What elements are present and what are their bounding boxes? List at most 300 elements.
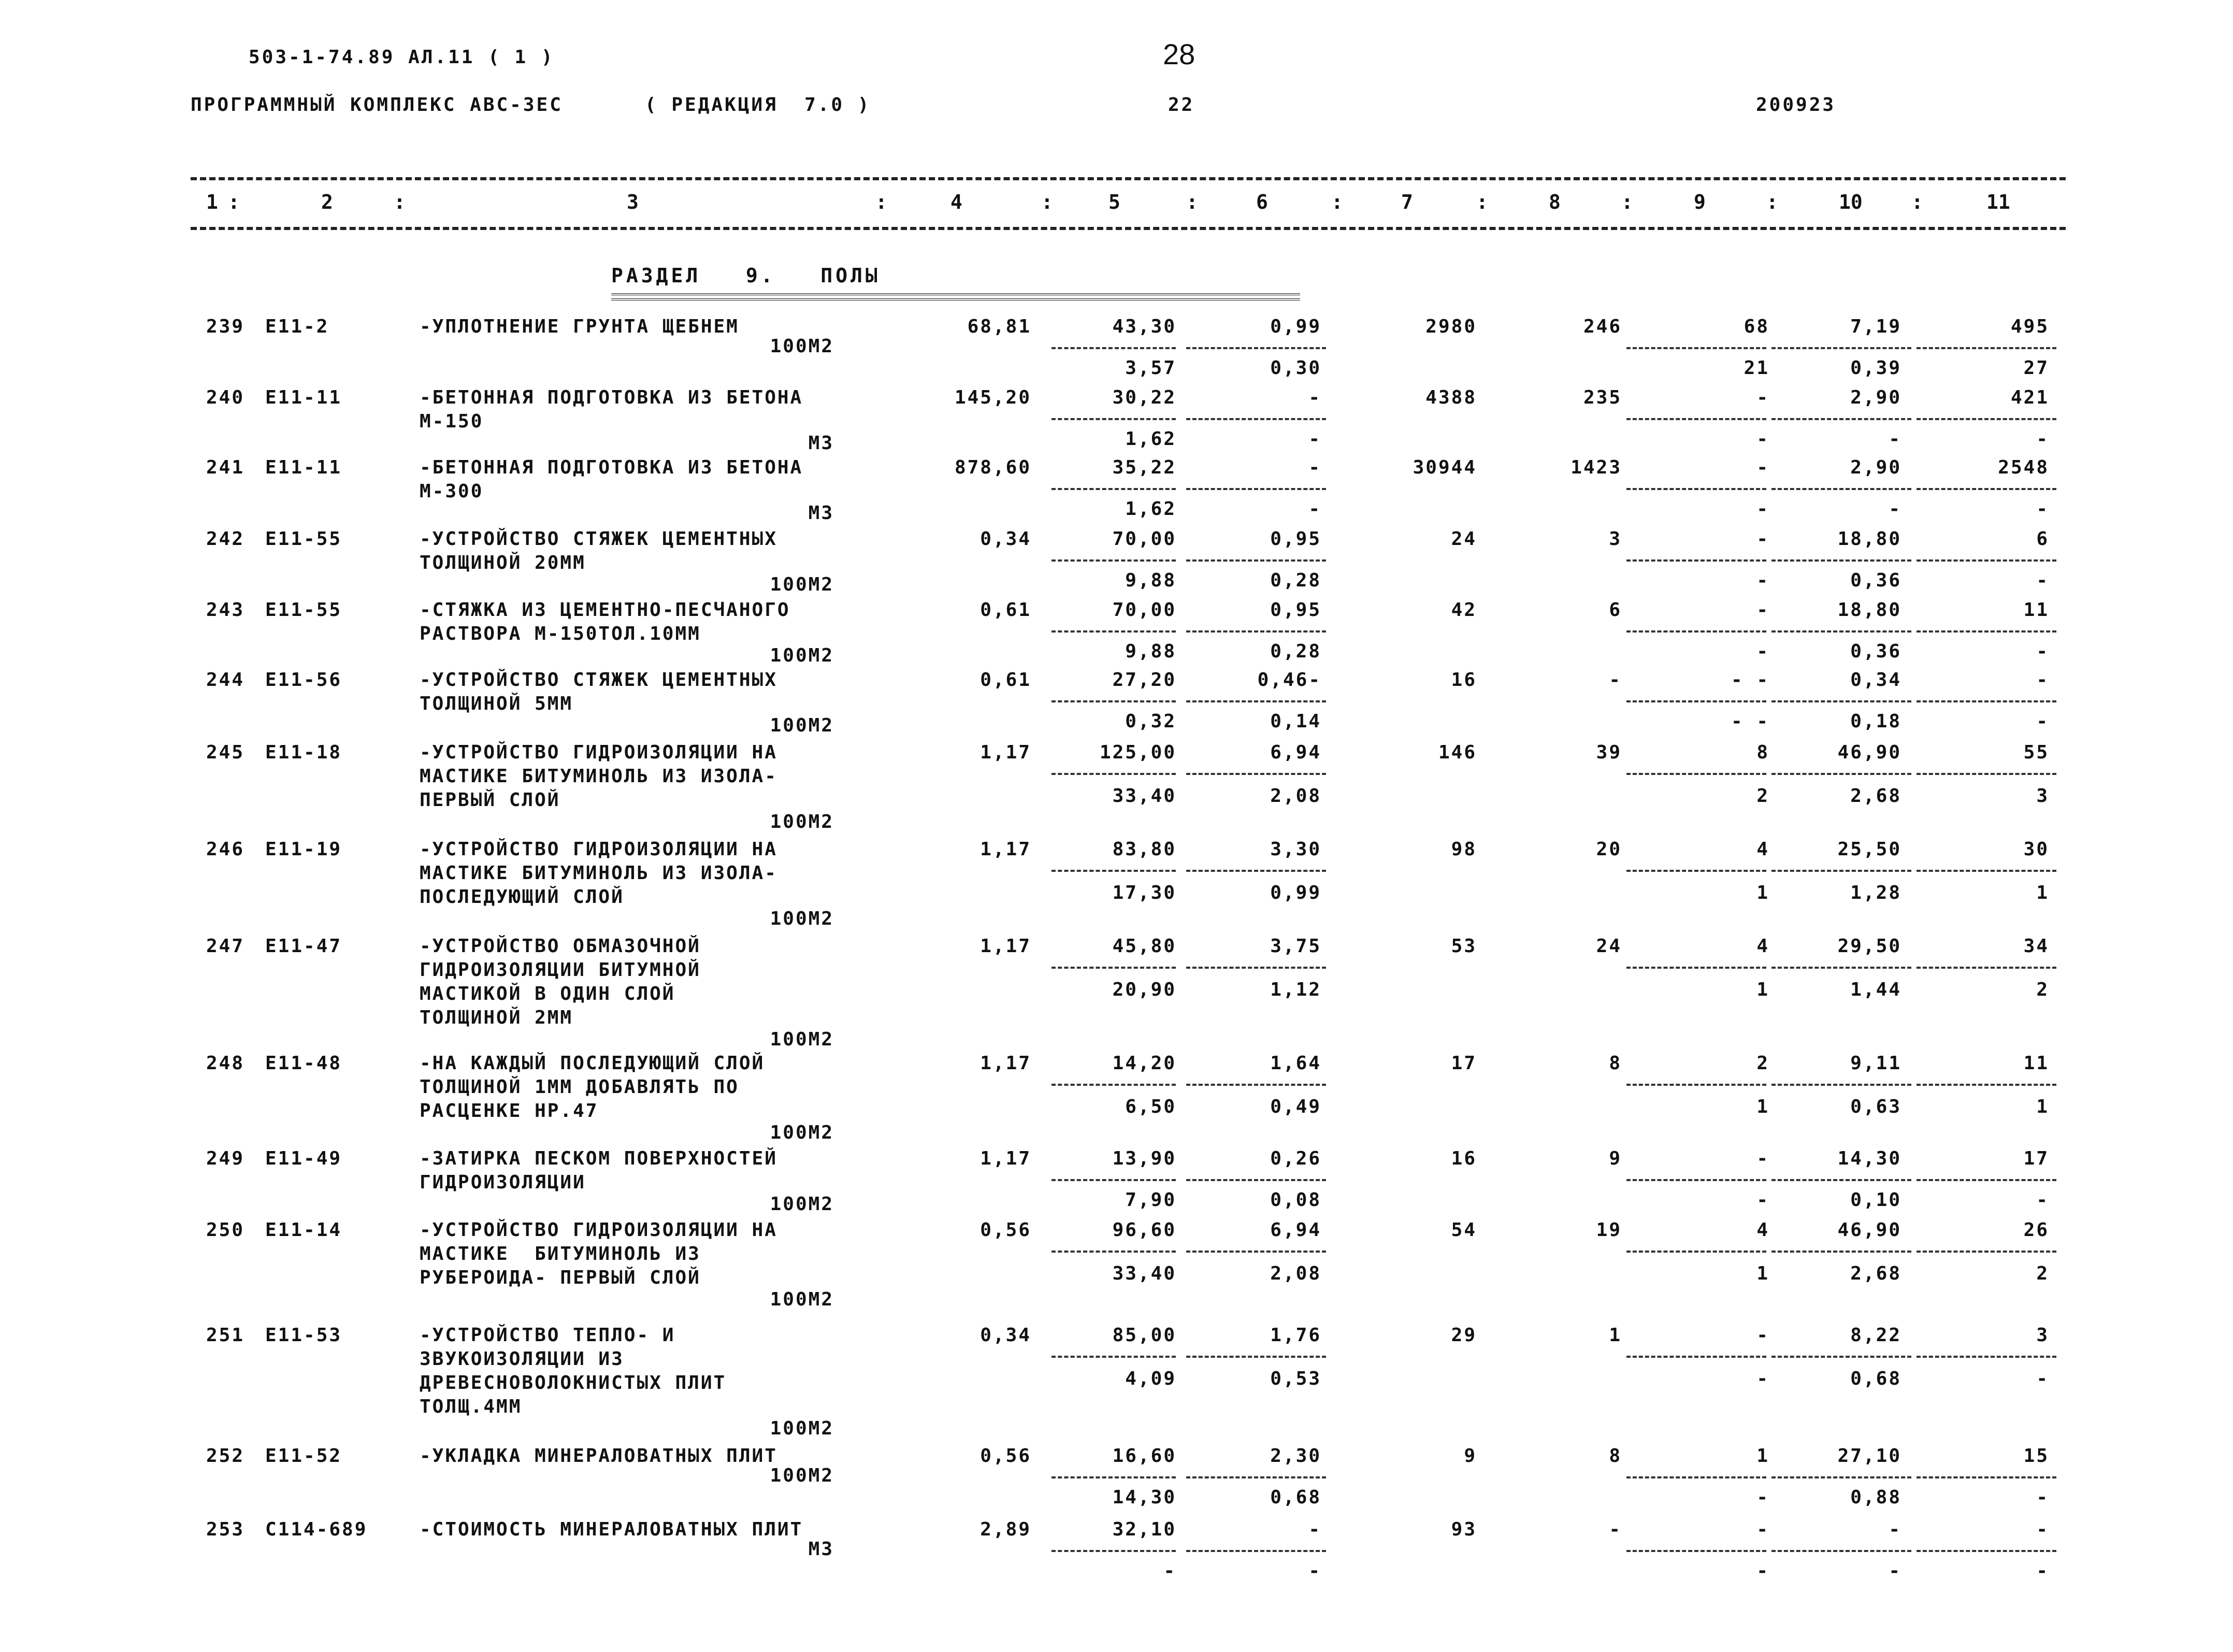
work-description: -НА КАЖДЫЙ ПОСЛЕДУЮЩИЙ СЛОЙ: [420, 1053, 765, 1074]
unit-cost-machines: 0,99: [1270, 316, 1321, 337]
quantity: 1,17: [980, 936, 1031, 957]
total-cost: 24: [1451, 528, 1477, 550]
work-description: -УСТРОЙСТВО СТЯЖЕК ЦЕМЕНТНЫХ: [420, 528, 777, 550]
unit-cost-machines: 2,30: [1270, 1445, 1321, 1467]
unit-cost-machines: 3,30: [1270, 839, 1321, 860]
cell-divider: [1771, 773, 1911, 775]
column-separator: :: [1911, 191, 1923, 213]
unit-machine-wages: 1,12: [1270, 979, 1321, 1000]
column-header: 5: [1108, 191, 1120, 213]
cell-divider: [1051, 1179, 1176, 1181]
labor-per-unit: 25,50: [1837, 839, 1901, 860]
cell-divider: [1051, 1084, 1176, 1086]
row-number: 244: [206, 669, 245, 691]
total-wages: -: [1609, 669, 1622, 691]
unit-cost-machines: -: [1308, 387, 1321, 408]
total-machine-wages: 1: [1756, 979, 1769, 1000]
cell-divider: [1626, 418, 1766, 420]
machine-labor-total: 1: [2036, 882, 2049, 903]
unit-cost-total: 83,80: [1112, 839, 1176, 860]
work-description: -УСТРОЙСТВО ТЕПЛО- И: [420, 1325, 675, 1346]
cell-divider: [1051, 630, 1176, 633]
cell-divider: [1186, 630, 1326, 633]
work-description: -БЕТОННАЯ ПОДГОТОВКА ИЗ БЕТОНА: [420, 387, 803, 408]
unit-machine-wages: 0,14: [1270, 711, 1321, 732]
labor-per-unit: 8,22: [1850, 1325, 1901, 1346]
total-wages: 24: [1596, 936, 1622, 957]
machine-labor-per-unit: -: [1889, 428, 1901, 450]
work-description: -ЗАТИРКА ПЕСКОМ ПОВЕРХНОСТЕЙ: [420, 1148, 777, 1169]
total-cost: 146: [1438, 742, 1477, 763]
unit-cost-total: 45,80: [1112, 936, 1176, 957]
row-number: 248: [206, 1053, 245, 1074]
cell-divider: [1917, 870, 2056, 872]
cell-divider: [1186, 773, 1326, 775]
rate-code: Е11-47: [265, 936, 342, 957]
machine-labor-per-unit: 0,88: [1850, 1487, 1901, 1508]
column-separator: :: [1621, 191, 1633, 213]
work-description: -УСТРОЙСТВО ГИДРОИЗОЛЯЦИИ НА: [420, 839, 777, 860]
row-number: 242: [206, 528, 245, 550]
measure-unit: 100М2: [770, 1122, 834, 1143]
labor-per-unit: 14,30: [1837, 1148, 1901, 1169]
cell-divider: [1186, 1476, 1326, 1478]
cell-divider: [1186, 1356, 1326, 1358]
machine-labor-total: -: [2036, 1368, 2049, 1389]
total-machines: 4: [1756, 839, 1769, 860]
column-header: 8: [1549, 191, 1561, 213]
cell-divider: [1051, 773, 1176, 775]
measure-unit: 100М2: [770, 1418, 834, 1439]
cell-divider: [1917, 347, 2056, 349]
cell-divider: [1186, 559, 1326, 562]
total-wages: 8: [1609, 1053, 1622, 1074]
total-cost: 16: [1451, 669, 1477, 691]
work-description: ТОЛЩИНОЙ 5ММ: [420, 693, 573, 714]
total-machine-wages: -: [1756, 1368, 1769, 1389]
total-machine-wages: -: [1756, 1487, 1769, 1508]
work-description: РУБЕРОИДА- ПЕРВЫЙ СЛОЙ: [420, 1267, 701, 1288]
total-cost: 4388: [1425, 387, 1477, 408]
machine-labor-total: -: [2036, 570, 2049, 591]
cell-divider: [1051, 967, 1176, 969]
column-header: 2: [321, 191, 333, 213]
section-title: РАЗДЕЛ 9. ПОЛЫ: [611, 264, 881, 287]
rate-code: Е11-49: [265, 1148, 342, 1169]
total-wages: 39: [1596, 742, 1622, 763]
cell-divider: [1051, 347, 1176, 349]
cell-divider: [1771, 1550, 1911, 1552]
labor-per-unit: 2,90: [1850, 387, 1901, 408]
labor-per-unit: 18,80: [1837, 599, 1901, 621]
machine-labor-per-unit: 0,18: [1850, 711, 1901, 732]
unit-machine-wages: 0,08: [1270, 1189, 1321, 1211]
quantity: 1,17: [980, 1148, 1031, 1169]
column-header: 9: [1694, 191, 1706, 213]
total-machines: -: [1756, 528, 1769, 550]
labor-per-unit: 2,90: [1850, 457, 1901, 478]
work-description: -УПЛОТНЕНИЕ ГРУНТА ЩЕБНЕМ: [420, 316, 739, 337]
measure-unit: М3: [808, 502, 834, 524]
rate-code: Е11-56: [265, 669, 342, 691]
total-machines: -: [1756, 1148, 1769, 1169]
total-machine-wages: -: [1756, 1189, 1769, 1211]
total-wages: 1: [1609, 1325, 1622, 1346]
unit-cost-machines: 0,95: [1270, 599, 1321, 621]
unit-machine-wages: 0,68: [1270, 1487, 1321, 1508]
labor-total: -: [2036, 1519, 2049, 1540]
unit-cost-total: 30,22: [1112, 387, 1176, 408]
total-wages: 3: [1609, 528, 1622, 550]
total-wages: 9: [1609, 1148, 1622, 1169]
work-description: -СТОИМОСТЬ МИНЕРАЛОВАТНЫХ ПЛИТ: [420, 1519, 803, 1540]
total-wages: -: [1609, 1519, 1622, 1540]
cell-divider: [1186, 870, 1326, 872]
work-description: -БЕТОННАЯ ПОДГОТОВКА ИЗ БЕТОНА: [420, 457, 803, 478]
total-machines: 2: [1756, 1053, 1769, 1074]
quantity: 0,61: [980, 669, 1031, 691]
machine-labor-per-unit: 0,63: [1850, 1096, 1901, 1117]
labor-total: 11: [2023, 1053, 2049, 1074]
machine-labor-per-unit: 1,44: [1850, 979, 1901, 1000]
work-description: -УСТРОЙСТВО ОБМАЗОЧНОЙ: [420, 936, 701, 957]
rate-code: С114-689: [265, 1519, 368, 1540]
work-description: ГИДРОИЗОЛЯЦИИ БИТУМНОЙ: [420, 959, 701, 981]
labor-total: 11: [2023, 599, 2049, 621]
total-machines: 4: [1756, 936, 1769, 957]
unit-cost-machines: 0,95: [1270, 528, 1321, 550]
unit-wages: 33,40: [1112, 1263, 1176, 1284]
row-number: 251: [206, 1325, 245, 1346]
work-description: ПОСЛЕДУЮЩИЙ СЛОЙ: [420, 886, 624, 908]
total-machine-wages: -: [1756, 428, 1769, 450]
labor-total: -: [2036, 669, 2049, 691]
cell-divider: [1051, 1550, 1176, 1552]
cell-divider: [1917, 1251, 2056, 1253]
cell-divider: [1771, 347, 1911, 349]
unit-wages: 4,09: [1125, 1368, 1176, 1389]
machine-labor-per-unit: 2,68: [1850, 785, 1901, 807]
total-machines: -: [1756, 457, 1769, 478]
total-machine-wages: 1: [1756, 882, 1769, 903]
work-description: ДРЕВЕСНОВОЛОКНИСТЫХ ПЛИТ: [420, 1372, 727, 1394]
measure-unit: 100М2: [770, 811, 834, 832]
total-cost: 2980: [1425, 316, 1477, 337]
total-machine-wages: -: [1756, 570, 1769, 591]
total-wages: 246: [1583, 316, 1622, 337]
unit-wages: 33,40: [1112, 785, 1176, 807]
cell-divider: [1626, 1179, 1766, 1181]
unit-cost-machines: 3,75: [1270, 936, 1321, 957]
cell-divider: [1917, 1476, 2056, 1478]
work-description: МАСТИКОЙ В ОДИН СЛОЙ: [420, 983, 675, 1004]
machine-labor-per-unit: 0,36: [1850, 570, 1901, 591]
machine-labor-total: 1: [2036, 1096, 2049, 1117]
total-wages: 1423: [1571, 457, 1622, 478]
unit-machine-wages: 0,28: [1270, 641, 1321, 662]
quantity: 0,61: [980, 599, 1031, 621]
unit-cost-machines: -: [1308, 457, 1321, 478]
total-machines: -: [1756, 1325, 1769, 1346]
total-machines: - -: [1731, 669, 1769, 691]
cell-divider: [1626, 347, 1766, 349]
unit-wages: 9,88: [1125, 570, 1176, 591]
unit-machine-wages: 0,49: [1270, 1096, 1321, 1117]
row-number: 250: [206, 1219, 245, 1241]
unit-cost-total: 35,22: [1112, 457, 1176, 478]
measure-unit: 100М2: [770, 715, 834, 736]
work-description: МАСТИКЕ БИТУМИНОЛЬ ИЗ ИЗОЛА-: [420, 766, 777, 787]
cell-divider: [1917, 1356, 2056, 1358]
machine-labor-per-unit: -: [1889, 1560, 1901, 1582]
unit-wages: 3,57: [1125, 357, 1176, 379]
total-wages: 19: [1596, 1219, 1622, 1241]
cell-divider: [1771, 1476, 1911, 1478]
unit-cost-machines: 1,64: [1270, 1053, 1321, 1074]
total-machines: 8: [1756, 742, 1769, 763]
rate-code: Е11-11: [265, 387, 342, 408]
unit-cost-total: 70,00: [1112, 599, 1176, 621]
row-number: 247: [206, 936, 245, 957]
cell-divider: [1626, 1550, 1766, 1552]
cell-divider: [1771, 418, 1911, 420]
work-description: РАСЦЕНКЕ НР.47: [420, 1100, 599, 1122]
unit-cost-machines: 0,46-: [1257, 669, 1321, 691]
unit-cost-machines: -: [1308, 1519, 1321, 1540]
total-machines: -: [1756, 387, 1769, 408]
quantity: 0,34: [980, 528, 1031, 550]
machine-labor-total: 27: [2023, 357, 2049, 379]
measure-unit: 100М2: [770, 645, 834, 666]
rate-code: Е11-11: [265, 457, 342, 478]
unit-cost-total: 85,00: [1112, 1325, 1176, 1346]
cell-divider: [1051, 418, 1176, 420]
cell-divider: [1051, 1476, 1176, 1478]
cell-divider: [1186, 418, 1326, 420]
total-cost: 30944: [1413, 457, 1477, 478]
labor-per-unit: 7,19: [1850, 316, 1901, 337]
work-description: -УСТРОЙСТВО ГИДРОИЗОЛЯЦИИ НА: [420, 742, 777, 763]
row-number: 253: [206, 1519, 245, 1540]
cell-divider: [1186, 347, 1326, 349]
cell-divider: [1626, 1476, 1766, 1478]
rate-code: Е11-52: [265, 1445, 342, 1467]
unit-cost-total: 32,10: [1112, 1519, 1176, 1540]
work-description: ГИДРОИЗОЛЯЦИИ: [420, 1172, 586, 1193]
row-number: 245: [206, 742, 245, 763]
measure-unit: М3: [808, 433, 834, 454]
unit-wages: 20,90: [1112, 979, 1176, 1000]
machine-labor-total: 2: [2036, 1263, 2049, 1284]
cell-divider: [1186, 1084, 1326, 1086]
labor-total: 34: [2023, 936, 2049, 957]
cell-divider: [1186, 488, 1326, 490]
quantity: 0,56: [980, 1445, 1031, 1467]
labor-per-unit: 18,80: [1837, 528, 1901, 550]
quantity: 0,34: [980, 1325, 1031, 1346]
work-description: ПЕРВЫЙ СЛОЙ: [420, 789, 560, 811]
labor-per-unit: 46,90: [1837, 742, 1901, 763]
row-number: 239: [206, 316, 245, 337]
total-machines: 4: [1756, 1219, 1769, 1241]
row-number: 243: [206, 599, 245, 621]
unit-wages: 17,30: [1112, 882, 1176, 903]
total-machines: 1: [1756, 1445, 1769, 1467]
total-cost: 29: [1451, 1325, 1477, 1346]
total-cost: 53: [1451, 936, 1477, 957]
cell-divider: [1186, 1251, 1326, 1253]
unit-wages: 1,62: [1125, 428, 1176, 450]
total-cost: 16: [1451, 1148, 1477, 1169]
work-description: ТОЛЩ.4ММ: [420, 1396, 522, 1417]
total-machine-wages: - -: [1731, 711, 1769, 732]
total-wages: 6: [1609, 599, 1622, 621]
work-description: -УСТРОЙСТВО СТЯЖЕК ЦЕМЕНТНЫХ: [420, 669, 777, 691]
cell-divider: [1917, 1550, 2056, 1552]
unit-cost-total: 27,20: [1112, 669, 1176, 691]
total-machines: -: [1756, 599, 1769, 621]
unit-machine-wages: -: [1308, 498, 1321, 520]
quantity: 1,17: [980, 742, 1031, 763]
measure-unit: 100М2: [770, 574, 834, 595]
unit-machine-wages: -: [1308, 1560, 1321, 1582]
total-machines: -: [1756, 1519, 1769, 1540]
quantity: 145,20: [954, 387, 1031, 408]
machine-labor-total: 3: [2036, 785, 2049, 807]
work-description: МАСТИКЕ БИТУМИНОЛЬ ИЗ: [420, 1243, 701, 1265]
labor-total: 26: [2023, 1219, 2049, 1241]
unit-machine-wages: 2,08: [1270, 785, 1321, 807]
column-header: 1: [206, 191, 218, 213]
column-header: 10: [1839, 191, 1863, 213]
unit-cost-total: 125,00: [1099, 742, 1176, 763]
labor-per-unit: 9,11: [1850, 1053, 1901, 1074]
total-wages: 235: [1583, 387, 1622, 408]
cell-divider: [1051, 488, 1176, 490]
machine-labor-per-unit: 0,68: [1850, 1368, 1901, 1389]
unit-cost-machines: 1,76: [1270, 1325, 1321, 1346]
column-separator: :: [1766, 191, 1778, 213]
cell-divider: [1771, 1084, 1911, 1086]
page-number: 28: [1163, 38, 1195, 70]
measure-unit: 100М2: [770, 1465, 834, 1486]
labor-per-unit: 29,50: [1837, 936, 1901, 957]
work-description: ТОЛЩИНОЙ 20ММ: [420, 552, 586, 573]
work-description: МАСТИКЕ БИТУМИНОЛЬ ИЗ ИЗОЛА-: [420, 863, 777, 884]
machine-labor-total: 2: [2036, 979, 2049, 1000]
column-separator: :: [1041, 191, 1053, 213]
measure-unit: 100М2: [770, 908, 834, 929]
cell-divider: [1771, 700, 1911, 702]
row-number: 241: [206, 457, 245, 478]
cell-divider: [1771, 1356, 1911, 1358]
labor-per-unit: 0,34: [1850, 669, 1901, 691]
cell-divider: [1626, 1251, 1766, 1253]
cell-divider: [1771, 1251, 1911, 1253]
total-machine-wages: 1: [1756, 1096, 1769, 1117]
unit-wages: 9,88: [1125, 641, 1176, 662]
cell-divider: [1771, 559, 1911, 562]
unit-wages: 0,32: [1125, 711, 1176, 732]
cell-divider: [1917, 967, 2056, 969]
cell-divider: [1626, 967, 1766, 969]
cell-divider: [1917, 418, 2056, 420]
cell-divider: [1917, 773, 2056, 775]
cell-divider: [1917, 488, 2056, 490]
cell-divider: [1186, 700, 1326, 702]
machine-labor-per-unit: 2,68: [1850, 1263, 1901, 1284]
cell-divider: [1771, 1179, 1911, 1181]
column-header: 7: [1401, 191, 1413, 213]
cell-divider: [1626, 559, 1766, 562]
cell-divider: [1917, 1179, 2056, 1181]
total-machine-wages: 1: [1756, 1263, 1769, 1284]
work-description: -УКЛАДКА МИНЕРАЛОВАТНЫХ ПЛИТ: [420, 1445, 777, 1467]
total-machine-wages: -: [1756, 498, 1769, 520]
work-description: -УСТРОЙСТВО ГИДРОИЗОЛЯЦИИ НА: [420, 1219, 777, 1241]
row-number: 249: [206, 1148, 245, 1169]
cell-divider: [1626, 870, 1766, 872]
total-machine-wages: 2: [1756, 785, 1769, 807]
unit-cost-machines: 6,94: [1270, 742, 1321, 763]
machine-labor-total: -: [2036, 1487, 2049, 1508]
cell-divider: [1186, 1550, 1326, 1552]
measure-unit: 100М2: [770, 1289, 834, 1310]
quantity: 878,60: [954, 457, 1031, 478]
rate-code: Е11-19: [265, 839, 342, 860]
program-name: ПРОГРАММНЫЙ КОМПЛЕКС АВС-3ЕС: [191, 94, 563, 116]
measure-unit: 100М2: [770, 1194, 834, 1215]
work-description: ЗВУКОИЗОЛЯЦИИ ИЗ: [420, 1348, 624, 1370]
work-description: РАСТВОРА М-150ТОЛ.10ММ: [420, 623, 701, 644]
work-description: ТОЛЩИНОЙ 2ММ: [420, 1007, 573, 1028]
cell-divider: [1917, 1084, 2056, 1086]
cell-divider: [1626, 1084, 1766, 1086]
unit-machine-wages: 0,99: [1270, 882, 1321, 903]
rate-code: Е11-2: [265, 316, 329, 337]
unit-machine-wages: 0,53: [1270, 1368, 1321, 1389]
rate-code: Е11-14: [265, 1219, 342, 1241]
work-description: М-150: [420, 411, 484, 432]
labor-per-unit: 46,90: [1837, 1219, 1901, 1241]
column-header: 4: [950, 191, 962, 213]
unit-machine-wages: 0,28: [1270, 570, 1321, 591]
rate-code: Е11-55: [265, 599, 342, 621]
labor-per-unit: -: [1889, 1519, 1901, 1540]
total-wages: 20: [1596, 839, 1622, 860]
total-cost: 54: [1451, 1219, 1477, 1241]
machine-labor-per-unit: 0,36: [1850, 641, 1901, 662]
cell-divider: [1771, 870, 1911, 872]
cell-divider: [1771, 630, 1911, 633]
machine-labor-per-unit: -: [1889, 498, 1901, 520]
cell-divider: [1626, 488, 1766, 490]
unit-cost-total: 14,20: [1112, 1053, 1176, 1074]
labor-total: 421: [2010, 387, 2049, 408]
machine-labor-per-unit: 0,39: [1850, 357, 1901, 379]
row-number: 252: [206, 1445, 245, 1467]
machine-labor-per-unit: 1,28: [1850, 882, 1901, 903]
column-separator: :: [875, 191, 887, 213]
unit-cost-total: 16,60: [1112, 1445, 1176, 1467]
rate-code: Е11-18: [265, 742, 342, 763]
column-separator: :: [1476, 191, 1488, 213]
quantity: 68,81: [967, 316, 1031, 337]
column-separator: :: [1331, 191, 1343, 213]
measure-unit: 100М2: [770, 1029, 834, 1050]
work-description: -СТЯЖКА ИЗ ЦЕМЕНТНО-ПЕСЧАНОГО: [420, 599, 790, 621]
cell-divider: [1917, 630, 2056, 633]
